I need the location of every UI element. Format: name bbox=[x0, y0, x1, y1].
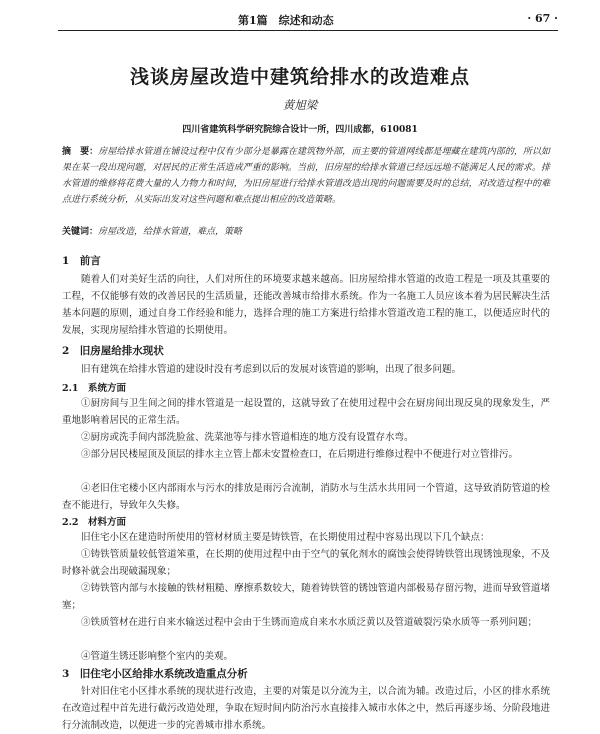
list-item: ①厨房间与卫生间之间的排水管道是一起设置的，这就导致了在使用过程中会在厨房间出现反臭的现象发生，严重地影响着居民的正常生活。 bbox=[62, 398, 550, 426]
running-header-section: 第1篇 综述和动态 bbox=[238, 14, 334, 27]
abstract-label: 摘 要： bbox=[62, 147, 99, 157]
section-heading-1: 1 前言 bbox=[62, 255, 101, 267]
subsection-2-2-intro: 旧住宅小区在建造时所使用的管材材质主要是铸铁管，在长期使用过程中容易出现以下几个缺点： bbox=[81, 532, 490, 543]
subsection-heading-2-2: 2.2 材料方面 bbox=[62, 517, 127, 528]
author-name: 黄旭梁 bbox=[282, 98, 318, 112]
author-affiliation: 四川省建筑科学研究院综合设计一所，四川成都，610081 bbox=[182, 125, 418, 135]
keywords-label: 关键词： bbox=[62, 227, 99, 237]
article-title: 浅谈房屋改造中建筑给排水的改造难点 bbox=[129, 66, 470, 88]
section-heading-3: 3 旧住宅小区给排水系统改造重点分析 bbox=[62, 668, 248, 680]
list-item: ④管道生锈还影响整个室内的美观。 bbox=[81, 651, 234, 662]
abstract bbox=[62, 144, 550, 208]
keywords-text: 房屋改造，给排水管道，难点，策略 bbox=[98, 227, 243, 237]
list-item: ①铸铁管质量较低管道笨重，在长期的使用过程中由于空气的氧化剂水的腐蚀会使得铸铁管出现锈蚀现象，不及时修补就会出现破漏现象； bbox=[62, 549, 550, 577]
keywords bbox=[62, 225, 550, 239]
list-item: ③铁质管材在进行自来水输送过程中会由于生锈而造成自来水水质泛黄以及管道破裂污染水质等一系列问题； bbox=[81, 617, 538, 628]
list-item: ④老旧住宅楼小区内部雨水与污水的排放是雨污合流制，消防水与生活水共用同一个管道，这导致消防管道的检查不能进行，导致年久失修。 bbox=[62, 483, 550, 511]
running-header bbox=[58, 12, 558, 31]
abstract-text: 房屋给排水管道在铺设过程中仅有少部分是暴露在建筑物外部，而主要的管道网线都是埋藏在建筑内部的，所以如果在某一段出现问题，对居民的正常生活造成严重的影响。当前，旧房屋的给排水管道已经远远地不能满足人民的需求。排水管道的维修将花费大量的人力物力和时间，为旧房屋进行给排水管道改造出现的问题需要及时的总结，对改造过程中的难点进行系统分析，从实际出发对这些问题和难点提出相应的改造策略。 bbox=[62, 147, 550, 205]
section-3-paragraph: 针对旧住宅小区排水系统的现状进行改造，主要的对策是以分流为主，以合流为辅。改造过后，小区的排水系统在改造过程中首先进行截污改造处理，争取在短时间内防治污水直接排入城市水体之中，然后再逐步场、分阶段地进行分流制改造，以便进一步的完善城市排水系统。 bbox=[62, 686, 550, 731]
section-heading-2: 2 旧房屋给排水现状 bbox=[62, 345, 164, 357]
page-number: · 67 · bbox=[527, 12, 558, 25]
section-1-paragraph: 随着人们对美好生活的向往，人们对所住的环境要求越来越高。旧房屋给排水管道的改造工程是一项及其重要的工程，不仅能够有效的改善居民的生活质量，还能改善城市给排水系统。作为一名施工人员应该本着为居民解决生活基本问题的原则，通过自身工作经验和能力，选择合理的施工方案进行给排水管道改造工程的施工，以便适应时代的发展，实现房屋给排水管道的长期使用。 bbox=[62, 274, 550, 336]
subsection-heading-2-1: 2.1 系统方面 bbox=[62, 383, 127, 394]
section-2-intro: 旧有建筑在给排水管道的建设时没有考虑到以后的发展对该管道的影响，出现了很多问题。 bbox=[81, 364, 462, 375]
list-item: ②铸铁管内部与水接触的铁材粗糙、摩擦系数较大，随着铸铁管的锈蚀管道内部极易存留污物，进而导致管道堵塞； bbox=[62, 583, 550, 611]
list-item: ②厨房或洗手间内部洗脸盆、洗菜池等与排水管道相连的地方没有设置存水弯。 bbox=[81, 432, 414, 443]
list-item: ③部分居民楼屋顶及顶层的排水主立管上都未安置检查口，在后期进行维修过程中不便进行对立管排污。 bbox=[81, 449, 519, 460]
